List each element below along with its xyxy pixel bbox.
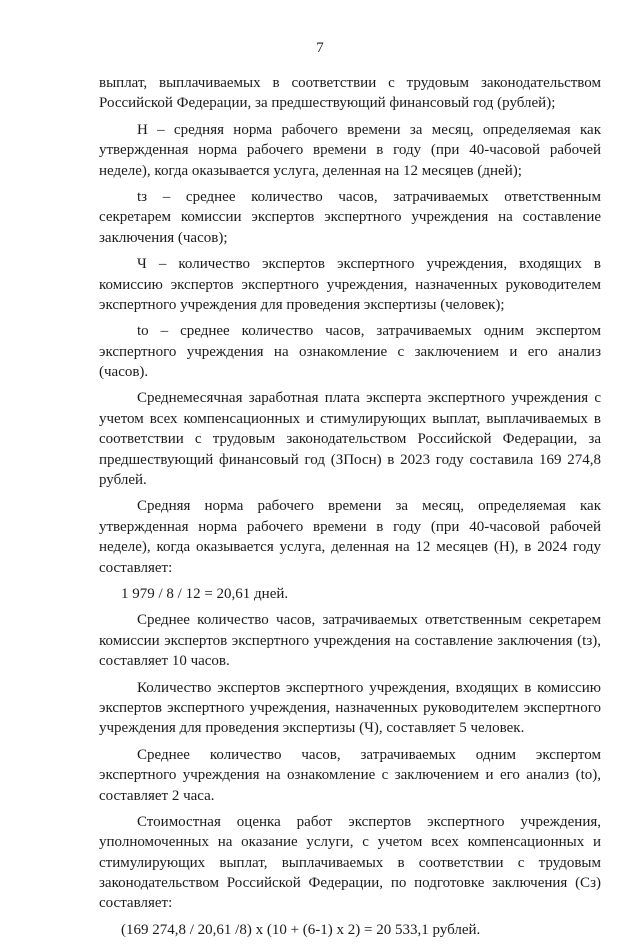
text-line: составляет 10 часов.: [99, 653, 230, 670]
text-line: Н – средняя норма рабочего времени за месяц, определяемая как: [137, 121, 601, 138]
text-line: законодательством Российской Федерации, по подготовке заключения (Сз): [99, 875, 601, 892]
text-line: комиссии экспертов экспертного учреждения на составление заключения (tз),: [99, 632, 601, 649]
document-body: [99, 73, 601, 946]
text-line: составляет:: [99, 895, 173, 912]
paragraph: [99, 321, 601, 382]
text-line: (169 274,8 / 20,61 /8) х (10 + (6-1) х 2) = 20 533,1 рублей.: [121, 921, 481, 938]
text-line: утвержденная норма рабочего времени в году (при 40-часовой рабочей: [99, 142, 601, 159]
text-line: учреждения для проведения экспертизы (Ч), составляет 5 человек.: [99, 720, 525, 737]
text-line: предшествующий финансовый год (ЗПосн) в 2023 году составила 169 274,8: [99, 451, 601, 468]
text-line: заключения (часов);: [99, 229, 228, 246]
text-line: Среднее количество часов, затрачиваемых ответственным секретарем: [137, 612, 601, 629]
text-line: выплат, выплачиваемых в соответствии с трудовым законодательством: [99, 75, 601, 91]
text-line: 1 979 / 8 / 12 = 20,61 дней.: [121, 585, 289, 602]
text-line: составляет:: [99, 559, 173, 576]
text-line: учетом всех компенсационных и стимулирующих выплат, выплачиваемых в: [99, 410, 601, 427]
text-line: (часов).: [99, 364, 149, 381]
paragraph: [99, 610, 601, 671]
paragraph: [99, 388, 601, 490]
text-line: уполномоченных на оказание услуги, с учетом всех компенсационных и: [99, 834, 601, 851]
text-line: составляет 2 часа.: [99, 787, 215, 804]
text-line: Средняя норма рабочего времени за месяц, определяемая как: [137, 498, 601, 515]
text-line: соответствии с трудовым законодательством Российской Федерации, за: [99, 431, 601, 448]
text-line: экспертного учреждения на ознакомление с заключением и его анализ (tо),: [99, 767, 601, 784]
text-line: tо – среднее количество часов, затрачиваемых одним экспертом: [137, 323, 601, 340]
page-number: 7: [316, 40, 324, 56]
text-line: секретарем комиссии экспертов экспертного учреждения на составление: [99, 209, 601, 226]
paragraph: [99, 187, 601, 248]
text-line: Ч – количество экспертов экспертного учреждения, входящих в: [137, 256, 601, 273]
text-line: экспертов экспертного учреждения, назначенных руководителем экспертного: [99, 699, 601, 716]
text-line: Количество экспертов экспертного учреждения, входящих в комиссию: [137, 679, 601, 696]
text-line: комиссию экспертов экспертного учреждения, назначенных руководителем: [99, 276, 601, 293]
paragraph: [99, 812, 601, 914]
text-line: неделе), когда оказывается услуга, деленная на 12 месяцев (дней);: [99, 162, 522, 179]
text-line: экспертного учреждения для проведения экспертизы (человек);: [99, 296, 505, 313]
paragraph: [99, 73, 601, 114]
text-line: стимулирующих выплат, выплачиваемых в соответствии с трудовым: [99, 854, 601, 871]
paragraph: [99, 120, 601, 181]
text-line: tз – среднее количество часов, затрачиваемых ответственным: [137, 188, 601, 205]
text-line: Российской Федерации, за предшествующий финансовый год (рублей);: [99, 95, 556, 112]
formula: [99, 920, 601, 940]
text-line: Стоимостная оценка работ экспертов экспертного учреждения,: [137, 813, 601, 830]
text-line: Среднемесячная заработная плата эксперта экспертного учреждения с: [137, 390, 601, 407]
text-line: утвержденная норма рабочего времени в году (при 40-часовой рабочей: [99, 518, 601, 535]
paragraph: [99, 254, 601, 315]
text-line: неделе), когда оказывается услуга, деленная на 12 месяцев (Н), в 2024 году: [99, 539, 601, 556]
paragraph: [99, 496, 601, 578]
formula: [99, 584, 601, 604]
text-line: экспертного учреждения на ознакомление с заключением и его анализ: [99, 343, 601, 360]
paragraph: [99, 745, 601, 806]
text-line: рублей.: [99, 472, 147, 489]
paragraph: [99, 678, 601, 739]
text-line: Среднее количество часов, затрачиваемых одним экспертом: [137, 746, 601, 763]
